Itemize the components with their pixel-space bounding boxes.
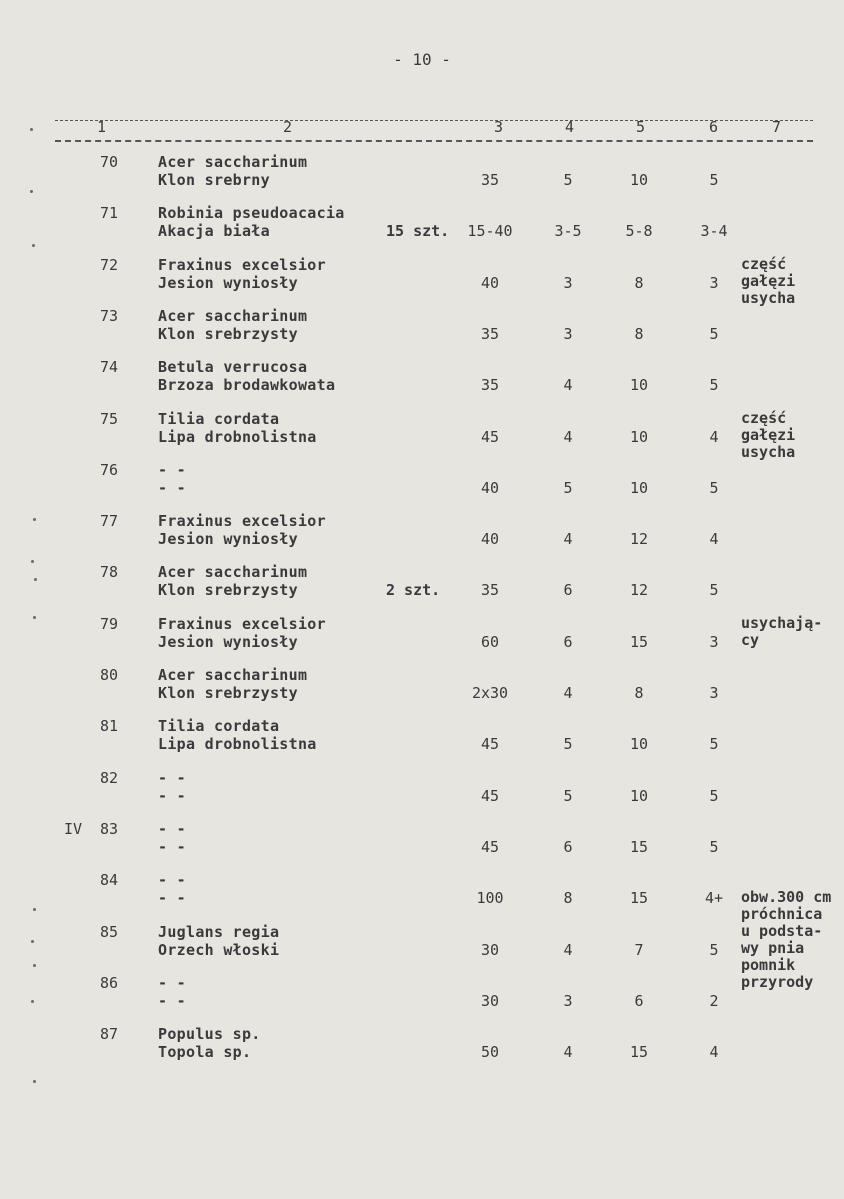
column-5-value: 10 bbox=[629, 376, 649, 394]
column-6-value: 3 bbox=[709, 684, 719, 702]
column-4-value: 4 bbox=[563, 941, 573, 959]
remarks: część gałęzi usycha bbox=[741, 409, 796, 461]
polish-name: Lipa drobnolistna bbox=[158, 735, 317, 753]
section-marker: IV bbox=[64, 820, 83, 838]
polish-name: Topola sp. bbox=[158, 1043, 252, 1061]
column-3-value: 35 bbox=[480, 581, 500, 599]
remarks: część gałęzi usycha bbox=[741, 255, 796, 307]
column-4-value: 5 bbox=[563, 787, 573, 805]
column-3-value: 45 bbox=[480, 735, 500, 753]
column-3-value: 60 bbox=[480, 633, 500, 651]
row-number: 70 bbox=[99, 153, 118, 171]
polish-name: - - bbox=[158, 787, 186, 805]
row-number: 78 bbox=[99, 563, 118, 581]
row-number: 86 bbox=[99, 974, 118, 992]
column-3-value: 50 bbox=[480, 1043, 500, 1061]
column-4-value: 5 bbox=[563, 479, 573, 497]
polish-name: Lipa drobnolistna bbox=[158, 428, 317, 446]
latin-name: Tilia cordata bbox=[158, 717, 280, 735]
column-6-value: 5 bbox=[709, 581, 719, 599]
polish-name: Jesion wyniosły bbox=[158, 633, 298, 651]
column-header-1: 1 bbox=[97, 118, 107, 136]
column-4-value: 4 bbox=[563, 376, 573, 394]
column-5-value: 12 bbox=[629, 530, 649, 548]
column-6-value: 4 bbox=[709, 1043, 719, 1061]
column-3-value: 35 bbox=[480, 376, 500, 394]
latin-name: Acer saccharinum bbox=[158, 153, 308, 171]
column-6-value: 3 bbox=[709, 274, 719, 292]
margin-mark bbox=[32, 244, 35, 247]
column-5-value: 8 bbox=[634, 325, 644, 343]
row-number: 73 bbox=[99, 307, 118, 325]
margin-mark bbox=[33, 518, 36, 521]
polish-name: - - bbox=[158, 838, 186, 856]
row-number: 80 bbox=[99, 666, 118, 684]
margin-mark bbox=[33, 1080, 36, 1083]
column-4-value: 4 bbox=[563, 428, 573, 446]
column-3-value: 35 bbox=[480, 325, 500, 343]
column-6-value: 5 bbox=[709, 376, 719, 394]
polish-name: - - bbox=[158, 992, 186, 1010]
column-3-value: 40 bbox=[480, 530, 500, 548]
column-3-value: 100 bbox=[476, 889, 504, 907]
column-4-value: 3-5 bbox=[554, 222, 582, 240]
column-5-value: 15 bbox=[629, 889, 649, 907]
column-5-value: 7 bbox=[634, 941, 644, 959]
column-5-value: 15 bbox=[629, 633, 649, 651]
column-4-value: 5 bbox=[563, 171, 573, 189]
column-3-value: 45 bbox=[480, 838, 500, 856]
header-rule-bottom bbox=[55, 140, 813, 142]
margin-mark bbox=[33, 964, 36, 967]
quantity: 15 szt. bbox=[386, 222, 450, 240]
latin-name: Robinia pseudoacacia bbox=[158, 204, 345, 222]
row-number: 72 bbox=[99, 256, 118, 274]
column-5-value: 5-8 bbox=[625, 222, 653, 240]
header-rule-top bbox=[55, 120, 813, 121]
column-3-value: 45 bbox=[480, 787, 500, 805]
latin-name: Acer saccharinum bbox=[158, 563, 308, 581]
column-6-value: 4 bbox=[709, 530, 719, 548]
column-4-value: 3 bbox=[563, 992, 573, 1010]
polish-name: Klon srebrzysty bbox=[158, 581, 298, 599]
latin-name: - - bbox=[158, 974, 186, 992]
row-number: 87 bbox=[99, 1025, 118, 1043]
polish-name: Jesion wyniosły bbox=[158, 530, 298, 548]
row-number: 83 bbox=[99, 820, 118, 838]
row-number: 79 bbox=[99, 615, 118, 633]
column-3-value: 40 bbox=[480, 274, 500, 292]
row-number: 75 bbox=[99, 410, 118, 428]
column-4-value: 6 bbox=[563, 838, 573, 856]
column-6-value: 3-4 bbox=[700, 222, 728, 240]
column-3-value: 45 bbox=[480, 428, 500, 446]
latin-name: Juglans regia bbox=[158, 923, 280, 941]
column-4-value: 3 bbox=[563, 274, 573, 292]
polish-name: Akacja biała bbox=[158, 222, 270, 240]
margin-mark bbox=[33, 616, 36, 619]
row-number: 84 bbox=[99, 871, 118, 889]
column-3-value: 30 bbox=[480, 941, 500, 959]
latin-name: Acer saccharinum bbox=[158, 666, 308, 684]
column-4-value: 6 bbox=[563, 633, 573, 651]
column-header-5: 5 bbox=[636, 118, 646, 136]
column-5-value: 15 bbox=[629, 838, 649, 856]
row-number: 76 bbox=[99, 461, 118, 479]
polish-name: Jesion wyniosły bbox=[158, 274, 298, 292]
column-6-value: 5 bbox=[709, 479, 719, 497]
latin-name: Betula verrucosa bbox=[158, 358, 308, 376]
quantity: 2 szt. bbox=[386, 581, 441, 599]
latin-name: Populus sp. bbox=[158, 1025, 261, 1043]
column-5-value: 10 bbox=[629, 735, 649, 753]
column-4-value: 3 bbox=[563, 325, 573, 343]
column-6-value: 5 bbox=[709, 735, 719, 753]
column-3-value: 30 bbox=[480, 992, 500, 1010]
latin-name: - - bbox=[158, 769, 186, 787]
column-4-value: 4 bbox=[563, 1043, 573, 1061]
margin-mark bbox=[31, 560, 34, 563]
column-header-7: 7 bbox=[772, 118, 782, 136]
column-6-value: 4+ bbox=[704, 889, 724, 907]
polish-name: - - bbox=[158, 889, 186, 907]
column-4-value: 5 bbox=[563, 735, 573, 753]
latin-name: Fraxinus excelsior bbox=[158, 615, 326, 633]
column-5-value: 6 bbox=[634, 992, 644, 1010]
column-5-value: 8 bbox=[634, 684, 644, 702]
column-3-value: 2x30 bbox=[471, 684, 509, 702]
column-3-value: 15-40 bbox=[467, 222, 513, 240]
row-number: 74 bbox=[99, 358, 118, 376]
row-number: 71 bbox=[99, 204, 118, 222]
latin-name: - - bbox=[158, 871, 186, 889]
column-6-value: 5 bbox=[709, 941, 719, 959]
margin-mark bbox=[30, 128, 33, 131]
margin-mark bbox=[34, 578, 37, 581]
latin-name: Fraxinus excelsior bbox=[158, 256, 326, 274]
column-6-value: 5 bbox=[709, 787, 719, 805]
polish-name: - - bbox=[158, 479, 186, 497]
margin-mark bbox=[30, 190, 33, 193]
column-5-value: 10 bbox=[629, 787, 649, 805]
column-6-value: 4 bbox=[709, 428, 719, 446]
column-4-value: 8 bbox=[563, 889, 573, 907]
column-5-value: 12 bbox=[629, 581, 649, 599]
column-3-value: 35 bbox=[480, 171, 500, 189]
column-5-value: 8 bbox=[634, 274, 644, 292]
polish-name: Klon srebrzysty bbox=[158, 684, 298, 702]
row-number: 81 bbox=[99, 717, 118, 735]
polish-name: Klon srebrzysty bbox=[158, 325, 298, 343]
column-5-value: 10 bbox=[629, 171, 649, 189]
margin-mark bbox=[31, 1000, 34, 1003]
margin-mark bbox=[31, 940, 34, 943]
remarks: obw.300 cm próchnica u podsta- wy pnia pomnik przyrody bbox=[741, 888, 832, 991]
latin-name: - - bbox=[158, 820, 186, 838]
column-4-value: 6 bbox=[563, 581, 573, 599]
row-number: 77 bbox=[99, 512, 118, 530]
column-6-value: 5 bbox=[709, 171, 719, 189]
column-header-2: 2 bbox=[283, 118, 293, 136]
column-5-value: 10 bbox=[629, 479, 649, 497]
column-6-value: 5 bbox=[709, 325, 719, 343]
polish-name: Orzech włoski bbox=[158, 941, 280, 959]
column-header-6: 6 bbox=[709, 118, 719, 136]
page-number: - 10 - bbox=[393, 50, 451, 69]
polish-name: Klon srebrny bbox=[158, 171, 270, 189]
column-4-value: 4 bbox=[563, 530, 573, 548]
column-header-3: 3 bbox=[494, 118, 504, 136]
column-5-value: 10 bbox=[629, 428, 649, 446]
column-6-value: 5 bbox=[709, 838, 719, 856]
latin-name: Fraxinus excelsior bbox=[158, 512, 326, 530]
column-5-value: 15 bbox=[629, 1043, 649, 1061]
latin-name: Tilia cordata bbox=[158, 410, 280, 428]
row-number: 85 bbox=[99, 923, 118, 941]
remarks: usychają- cy bbox=[741, 614, 823, 649]
column-4-value: 4 bbox=[563, 684, 573, 702]
column-header-4: 4 bbox=[565, 118, 575, 136]
row-number: 82 bbox=[99, 769, 118, 787]
margin-mark bbox=[33, 908, 36, 911]
column-6-value: 2 bbox=[709, 992, 719, 1010]
column-6-value: 3 bbox=[709, 633, 719, 651]
column-3-value: 40 bbox=[480, 479, 500, 497]
latin-name: - - bbox=[158, 461, 186, 479]
latin-name: Acer saccharinum bbox=[158, 307, 308, 325]
polish-name: Brzoza brodawkowata bbox=[158, 376, 336, 394]
